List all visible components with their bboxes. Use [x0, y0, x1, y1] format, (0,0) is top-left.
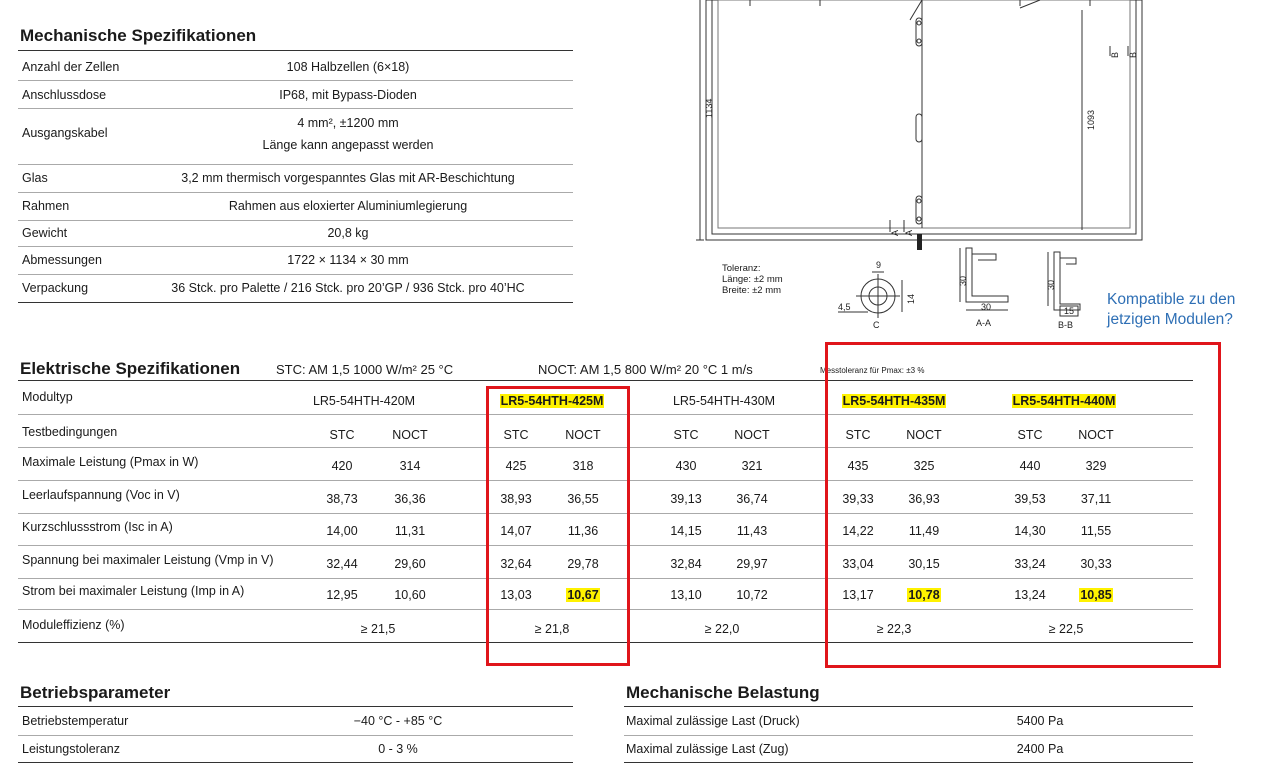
- highlighted-value: 10,85: [1080, 588, 1112, 602]
- table-cell: 32,84: [670, 557, 702, 571]
- table-cell: 37,11: [1080, 492, 1112, 506]
- table-cell: 13,24: [1014, 588, 1046, 602]
- table-cell: 14,07: [500, 524, 532, 538]
- test-noct: NOCT: [392, 428, 428, 442]
- detail-aa-label: A-A: [976, 318, 992, 328]
- table-cell: 29,60: [394, 557, 426, 571]
- row-value: Rahmen aus eloxierter Aluminiumlegierung: [228, 199, 468, 213]
- row-divider: [18, 735, 573, 736]
- elec-row-label: Maximale Leistung (Pmax in W): [22, 455, 199, 469]
- table-cell: 321: [741, 459, 763, 473]
- module-drawing: [690, 0, 1150, 250]
- table-cell: 36,74: [736, 492, 768, 506]
- eff-425m: ≥ 21,8: [534, 622, 570, 636]
- row-divider: [18, 762, 573, 763]
- betrieb-rule: [18, 706, 573, 707]
- row-value: 108 Halbzellen (6×18): [286, 60, 410, 74]
- noct-conditions: NOCT: AM 1,5 800 W/m² 20 °C 1 m/s: [538, 362, 753, 377]
- row-divider: [624, 762, 1193, 763]
- belastung-row-value: 5400 Pa: [1016, 714, 1064, 728]
- table-cell: 29,97: [736, 557, 768, 571]
- eff-label: Moduleffizienz (%): [22, 618, 125, 632]
- elec-row-label: Leerlaufspannung (Voc in V): [22, 488, 180, 502]
- eff-435m: ≥ 22,3: [876, 622, 912, 636]
- table-cell: 32,64: [500, 557, 532, 571]
- row-label: Betriebstemperatur: [22, 714, 129, 728]
- dim-14: 14: [906, 293, 916, 304]
- row-value: IP68, mit Bypass-Dioden: [279, 88, 417, 102]
- table-cell: 10,72: [736, 588, 768, 602]
- measurement-tolerance: Messtoleranz für Pmax: ±3 %: [820, 366, 925, 375]
- table-cell: 11,43: [736, 524, 768, 538]
- test-noct: NOCT: [906, 428, 942, 442]
- detail-bb-label: B-B: [1058, 320, 1074, 330]
- test-stc: STC: [673, 428, 699, 442]
- table-cell: 32,44: [326, 557, 358, 571]
- table-cell: 329: [1085, 459, 1107, 473]
- dim-inner: 1093: [1086, 109, 1096, 130]
- table-cell: 36,36: [394, 492, 426, 506]
- table-cell: 440: [1019, 459, 1041, 473]
- table-cell: 420: [331, 459, 353, 473]
- table-cell: 39,33: [842, 492, 874, 506]
- row-label: Leistungstoleranz: [22, 742, 120, 756]
- tolerance-block: [722, 263, 783, 296]
- table-cell: 14,30: [1014, 524, 1046, 538]
- row-label: Gewicht: [22, 226, 68, 240]
- module-outer-frame: [706, 0, 1142, 240]
- row-value: 36 Stck. pro Palette / 216 Stck. pro 20’GP / 936 Stck. pro 40’HC: [171, 281, 525, 295]
- table-cell: 39,13: [670, 492, 702, 506]
- modultyp-label: Modultyp: [22, 390, 73, 404]
- detail-c-label: C: [873, 320, 880, 330]
- row-value: 0 - 3 %: [378, 742, 418, 756]
- row-value: 3,2 mm thermisch vorgespanntes Glas mit AR-Beschichtung: [181, 171, 515, 185]
- row-divider: [18, 246, 573, 247]
- dim-30-bb: 30: [1046, 279, 1056, 290]
- stc-conditions: STC: AM 1,5 1000 W/m² 25 °C: [276, 362, 454, 377]
- marker-a-left: A: [890, 229, 900, 236]
- model-435m-text: LR5-54HTH-435M: [842, 394, 946, 408]
- row-value: 4 mm², ±1200 mm: [297, 116, 399, 130]
- table-cell: 33,24: [1014, 557, 1046, 571]
- note-line-1: Kompatible zu den: [1107, 291, 1236, 308]
- table-cell: 14,00: [326, 524, 358, 538]
- table-cell: 11,55: [1080, 524, 1112, 538]
- row-value: 1722 × 1134 × 30 mm: [287, 253, 409, 267]
- compatibility-note: [1107, 290, 1235, 330]
- row-divider: [18, 108, 573, 109]
- table-cell: 10,60: [394, 588, 426, 602]
- row-divider: [18, 192, 573, 193]
- eff-420m: ≥ 21,5: [360, 622, 396, 636]
- test-stc: STC: [503, 428, 529, 442]
- dim-45: 4,5: [838, 302, 851, 312]
- module-glass-edge: [718, 0, 1130, 228]
- mech-spec-rule: [18, 50, 573, 51]
- betrieb-title: Betriebsparameter: [20, 683, 171, 702]
- elec-row-label: Kurzschlussstrom (Isc in A): [22, 520, 173, 534]
- tolerance-title: Toleranz:: [722, 263, 761, 274]
- model-430m: LR5-54HTH-430M: [672, 394, 776, 408]
- row-label: Anschlussdose: [22, 88, 107, 102]
- table-cell: 425: [505, 459, 527, 473]
- table-cell: 430: [675, 459, 697, 473]
- model-420m: LR5-54HTH-420M: [312, 394, 416, 408]
- table-cell: 13,10: [670, 588, 702, 602]
- row-label: Rahmen: [22, 199, 70, 213]
- note-line-2: jetzigen Modulen?: [1107, 311, 1233, 328]
- row-value: −40 °C - +85 °C: [353, 714, 443, 728]
- elec-row-label: Spannung bei maximaler Leistung (Vmp in V): [22, 553, 274, 567]
- marker-a-right: A: [904, 229, 914, 236]
- table-cell: 33,04: [842, 557, 874, 571]
- dim-9: 9: [876, 260, 882, 270]
- table-cell: 39,53: [1014, 492, 1046, 506]
- row-value: 20,8 kg: [327, 226, 369, 240]
- row-label: Ausgangskabel: [22, 126, 108, 140]
- table-cell: 30,33: [1080, 557, 1112, 571]
- table-cell: 11,31: [394, 524, 426, 538]
- dim-height: 1134: [704, 98, 714, 118]
- test-stc: STC: [1017, 428, 1043, 442]
- row-value-line2: Länge kann angepasst werden: [262, 138, 434, 152]
- tolerance-length: Länge: ±2 mm: [722, 274, 783, 285]
- table-cell: 314: [399, 459, 421, 473]
- eff-430m: ≥ 22,0: [704, 622, 740, 636]
- row-divider: [18, 80, 573, 81]
- marker-b-right: B: [1128, 51, 1138, 58]
- belastung-title: Mechanische Belastung: [626, 683, 820, 702]
- row-divider: [624, 735, 1193, 736]
- test-label: Testbedingungen: [22, 425, 118, 439]
- marker-b-left: B: [1110, 51, 1120, 58]
- elec-spec-title: Elektrische Spezifikationen: [20, 359, 241, 378]
- table-cell: 29,78: [567, 557, 599, 571]
- row-divider: [18, 220, 573, 221]
- table-cell: 14,22: [842, 524, 874, 538]
- detail-c-drawing: [836, 256, 916, 334]
- test-stc: STC: [329, 428, 355, 442]
- row-divider: [18, 274, 573, 275]
- detail-bb-drawing: [1040, 248, 1096, 334]
- table-cell: 11,36: [567, 524, 599, 538]
- dim-30-aa-width: 30: [981, 302, 992, 312]
- belastung-row-label: Maximal zulässige Last (Druck): [626, 714, 800, 728]
- highlight-box-435m-440m: [825, 342, 1221, 668]
- highlight-box-425m: [486, 386, 630, 666]
- row-divider: [18, 302, 573, 303]
- table-cell: 14,15: [670, 524, 702, 538]
- row-label: Abmessungen: [22, 253, 102, 267]
- highlighted-value: 10,78: [908, 588, 940, 602]
- model-425m-text: LR5-54HTH-425M: [500, 394, 604, 408]
- mech-spec-title: Mechanische Spezifikationen: [20, 26, 257, 45]
- table-cell: 435: [847, 459, 869, 473]
- row-divider: [18, 164, 573, 165]
- tolerance-width: Breite: ±2 mm: [722, 285, 782, 296]
- table-cell: 13,17: [842, 588, 874, 602]
- row-label: Glas: [22, 171, 48, 185]
- belastung-row-label: Maximal zulässige Last (Zug): [626, 742, 789, 756]
- table-cell: 38,73: [326, 492, 358, 506]
- eff-440m: ≥ 22,5: [1048, 622, 1084, 636]
- test-noct: NOCT: [1078, 428, 1114, 442]
- table-cell: 38,93: [500, 492, 532, 506]
- highlighted-value: 10,67: [567, 588, 599, 602]
- test-noct: NOCT: [565, 428, 601, 442]
- table-cell: 11,49: [908, 524, 940, 538]
- row-label: Anzahl der Zellen: [22, 60, 120, 74]
- belastung-row-value: 2400 Pa: [1016, 742, 1064, 756]
- table-cell: 325: [913, 459, 935, 473]
- test-noct: NOCT: [734, 428, 770, 442]
- dim-30-aa-height: 30: [958, 275, 968, 286]
- table-cell: 36,93: [908, 492, 940, 506]
- table-cell: 13,03: [500, 588, 532, 602]
- table-cell: 318: [572, 459, 594, 473]
- test-stc: STC: [845, 428, 871, 442]
- model-440m-text: LR5-54HTH-440M: [1012, 394, 1116, 408]
- dim-15: 15: [1064, 306, 1075, 316]
- table-cell: 36,55: [567, 492, 599, 506]
- detail-aa-drawing: [950, 244, 1028, 334]
- row-label: Verpackung: [22, 281, 89, 295]
- module-inner-frame: [712, 0, 1136, 234]
- table-cell: 30,15: [908, 557, 940, 571]
- elec-row-label: Strom bei maximaler Leistung (Imp in A): [22, 584, 245, 598]
- belastung-rule: [624, 706, 1193, 707]
- output-cable: [917, 234, 922, 250]
- table-cell: 12,95: [326, 588, 358, 602]
